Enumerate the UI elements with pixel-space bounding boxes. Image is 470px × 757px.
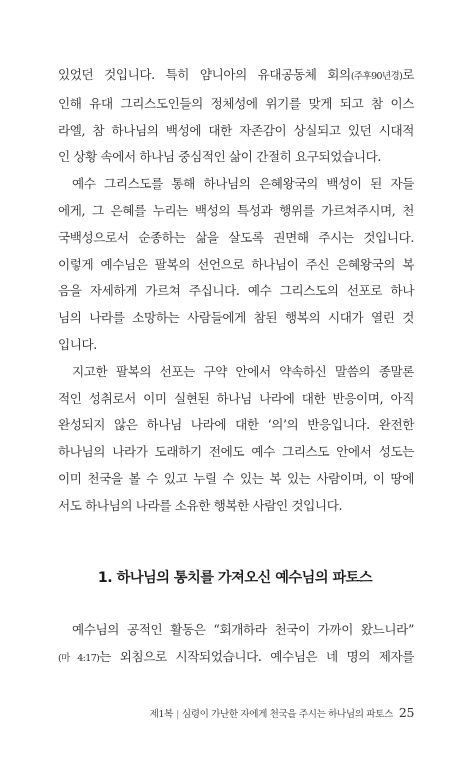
text-line: 적인 성취로서 이미 실현된 하나님 나라에 대한 반응이며, 아직 — [58, 390, 414, 406]
text-line: 입니다. — [58, 336, 97, 352]
inline-note: (마 4:17) — [58, 652, 100, 664]
text-line: 완성되지 않은 하나님 나라에 대한 ‘의’의 반응입니다. 완전한 — [58, 417, 414, 433]
page-number: 25 — [398, 705, 414, 720]
footer-separator: | — [176, 709, 179, 720]
text-line — [58, 644, 414, 673]
text-line: 인해 유대 그리스도인들의 정체성에 위기를 맞게 되고 참 이스 — [58, 95, 414, 111]
text-line: 예수 그리스도를 통해 하나님의 은혜왕국의 백성이 된 자들 — [72, 176, 414, 192]
body-text-lower — [58, 617, 414, 673]
running-footer — [150, 705, 414, 720]
text-line: 지고한 팔복의 선포는 구약 안에서 약속하신 말씀의 종말론 — [72, 363, 414, 379]
text-line: 하나님의 나라가 도래하기 전에도 예수 그리스도 안에서 성도는 — [58, 444, 414, 460]
text-line: 국백성으로서 순종하는 삶을 살도록 권면해 주시는 것입니다. — [58, 229, 414, 245]
text-line — [58, 62, 414, 91]
footer-title: 심령이 가난한 자에게 천국을 주시는 하나님의 파토스 — [181, 709, 393, 720]
text-line: 음을 자세하게 가르쳐 주십니다. 예수 그리스도의 선포로 하나 — [58, 283, 414, 299]
inline-note: (주후90년경) — [350, 71, 403, 82]
text-line: 예수님의 공적인 활동은 “회개하라 천국이 가까이 왔느니라” — [72, 622, 414, 637]
text-run: 는 외침으로 시작되었습니다. 예수님은 네 명의 제자를 — [99, 648, 414, 664]
text-line: 에게, 그 은혜를 누리는 백성의 특성과 행위를 가르쳐주시며, 천 — [58, 202, 414, 218]
text-line: 이렇게 예수님은 팔복의 선언으로 하나님이 주신 은혜왕국의 복 — [58, 256, 414, 272]
section-heading: 1. 하나님의 통치를 가져오신 예수님의 파토스 — [97, 570, 373, 586]
text-line: 인 상황 속에서 하나님 중심적인 삶이 간절히 요구되었습니다. — [58, 149, 381, 165]
footer-part: 제1복 — [149, 709, 174, 720]
text-run: 로 — [402, 67, 414, 82]
text-run: 있었던 것입니다. 특히 얌니아의 유대공동체 회의 — [58, 67, 351, 82]
text-line: 서도 하나님의 나라를 소유한 행복한 사람인 것입니다. — [58, 497, 343, 513]
text-line: 라엘, 참 하나님의 백성에 대한 자존감이 상실되고 있던 시대적 — [58, 122, 414, 138]
text-line: 이미 천국을 볼 수 있고 누릴 수 있는 복 있는 사람이며, 이 땅에 — [58, 470, 414, 486]
text-line: 님의 나라를 소망하는 사람들에게 참된 행복의 시대가 열린 것 — [58, 310, 414, 326]
body-text-upper — [58, 62, 414, 520]
